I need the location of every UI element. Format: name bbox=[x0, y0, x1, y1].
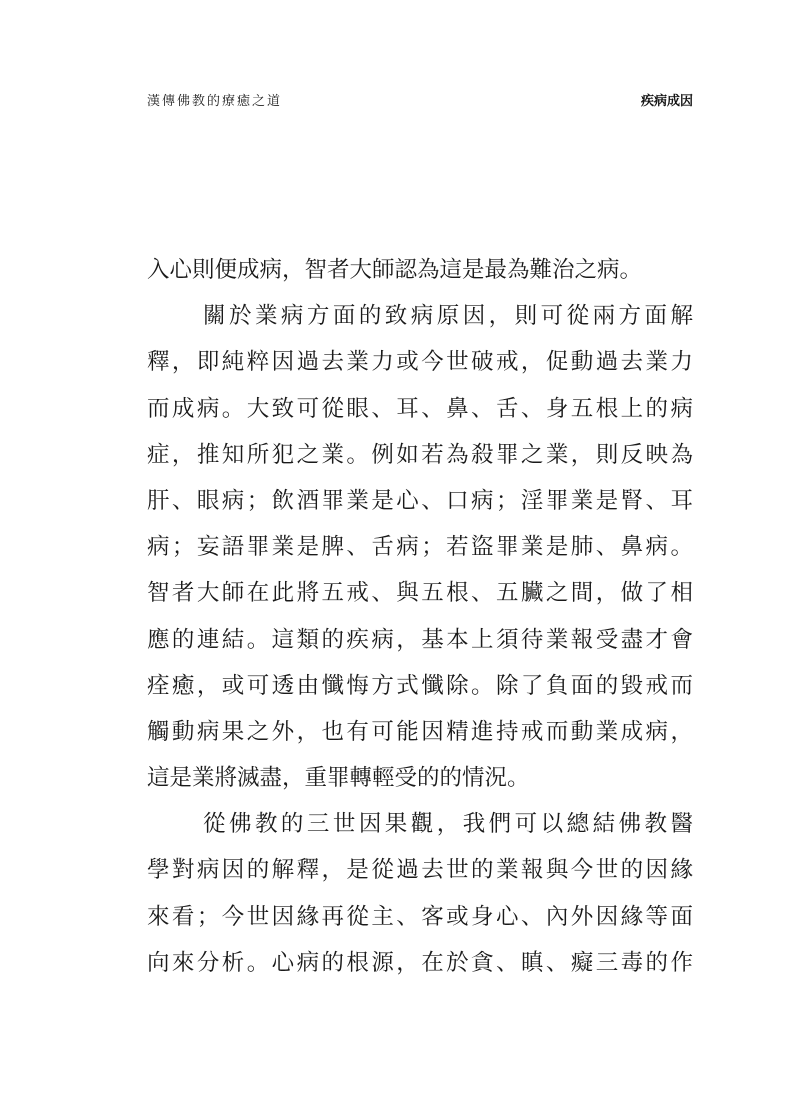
text-line: 觸動病果之外，也有可能因精進持戒而動業成病， bbox=[147, 718, 693, 745]
text-line: 來看；今世因緣再從主、客或身心、內外因緣等面 bbox=[147, 903, 693, 930]
body-text bbox=[147, 252, 693, 991]
text-line: 病；妄語罪業是脾、舌病；若盜罪業是肺、鼻病。 bbox=[147, 534, 693, 561]
text-line: 這是業將滅盡，重罪轉輕受的的情況。 bbox=[147, 765, 530, 792]
text-line: 學對病因的解釋，是從過去世的業報與今世的因緣 bbox=[147, 857, 693, 884]
chapter-title: 疾病成因 bbox=[640, 94, 693, 109]
text-line: 向來分析。心病的根源，在於貪、瞋、癡三毒的作 bbox=[147, 949, 693, 976]
text-line: 釋，即純粹因過去業力或今世破戒，促動過去業力 bbox=[147, 349, 693, 376]
text-line: 從佛教的三世因果觀，我們可以總結佛教醫 bbox=[203, 811, 693, 838]
text-line: 關於業病方面的致病原因，則可從兩方面解 bbox=[203, 303, 693, 330]
book-title: 漢傳佛教的療癒之道 bbox=[147, 94, 283, 109]
text-line: 症，推知所犯之業。例如若為殺罪之業，則反映為 bbox=[147, 441, 693, 468]
text-line: 而成病。大致可從眼、耳、鼻、舌、身五根上的病 bbox=[147, 395, 693, 422]
text-line: 智者大師在此將五戒、與五根、五臟之間，做了相 bbox=[147, 580, 693, 607]
text-line: 應的連結。這類的疾病，基本上須待業報受盡才會 bbox=[147, 626, 693, 653]
running-header bbox=[147, 90, 693, 114]
text-line: 痊癒，或可透由懺悔方式懺除。除了負面的毀戒而 bbox=[147, 672, 693, 699]
text-line: 入心則便成病，智者大師認為這是最為難治之病。 bbox=[147, 257, 643, 283]
text-line: 肝、眼病；飲酒罪業是心、口病；淫罪業是腎、耳 bbox=[147, 487, 693, 514]
